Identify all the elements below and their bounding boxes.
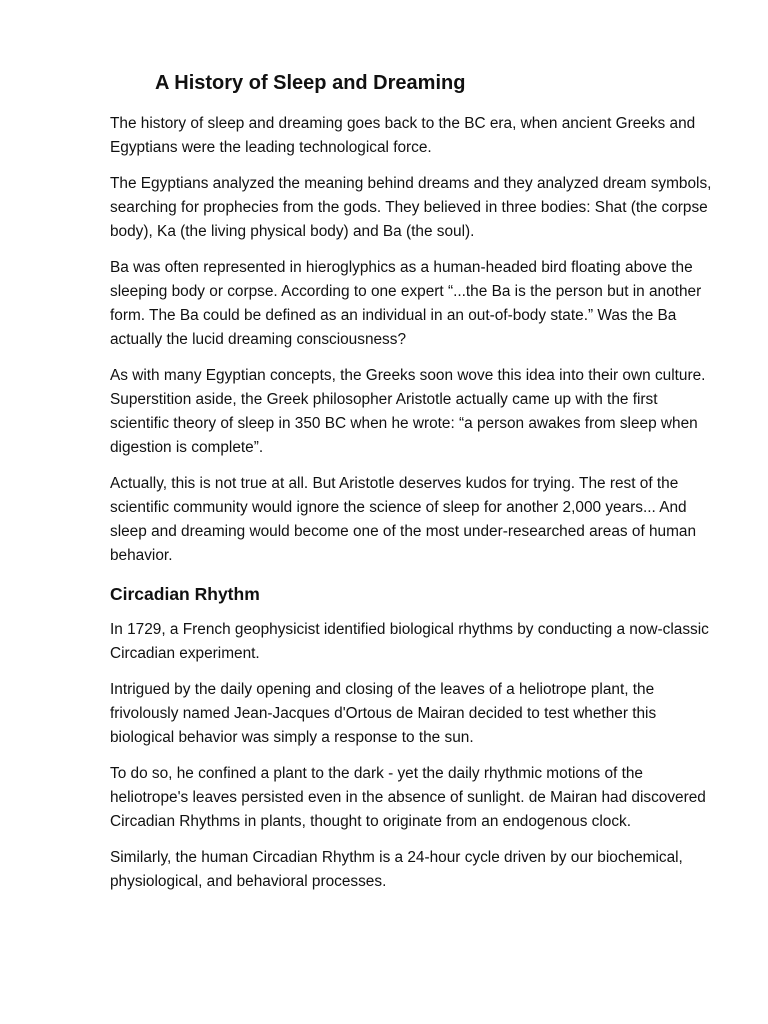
- paragraph-heliotrope-plant: Intrigued by the daily opening and closing of the leaves of a heliotrope plant, the frivolously named Jean-Jacques d'Ortous de Mairan decided to test whether this biological behavior was simply a response to the sun.: [110, 681, 657, 746]
- paragraph-human-rhythm: Similarly, the human Circadian Rhythm is a 24-hour cycle driven by our biochemical, physiological, and behavioral processes.: [110, 849, 683, 890]
- paragraph-egyptians-dreams: The Egyptians analyzed the meaning behind dreams and they analyzed dream symbols, searching for prophecies from the gods. They believed in three bodies: Shat (the corpse body), Ka (the living physical body) and Ba (the soul).: [110, 175, 712, 240]
- paragraph-sleep-science: Actually, this is not true at all. But Aristotle deserves kudos for trying. The rest of the scientific community would ignore the science of sleep for another 2,000 years... And sleep and dreaming would become one of the most under-researched areas of human behavior.: [110, 475, 697, 564]
- paragraph-ba-hieroglyphics: Ba was often represented in hieroglyphics as a human-headed bird floating above the sleeping body or corpse. According to one expert “...the Ba is the person but in another form. The Ba could be defined as an individual in an out-of-body state.” Was the Ba actually the lucid dreaming consciousness?: [110, 259, 702, 348]
- section-heading-circadian-rhythm: Circadian Rhythm: [110, 584, 260, 604]
- paragraph-aristotle-theory: As with many Egyptian concepts, the Greeks soon wove this idea into their own culture. Superstition aside, the Greek philosopher Aristotle actually came up with the first scientific theory of sleep in 350 BC when he wrote: “a person awakes from sleep when digestion is complete”.: [110, 367, 706, 456]
- document-body: [110, 68, 715, 906]
- document-title: A History of Sleep and Dreaming: [155, 72, 466, 94]
- paragraph-dark-experiment: To do so, he confined a plant to the dark - yet the daily rhythmic motions of the heliotrope's leaves persisted even in the absence of sunlight. de Mairan had discovered Circadian Rhythms in plants, thought to originate from an endogenous clock.: [110, 765, 706, 830]
- paragraph-1729-experiment: In 1729, a French geophysicist identified biological rhythms by conducting a now-classic Circadian experiment.: [110, 621, 709, 662]
- paragraph-bc-era: The history of sleep and dreaming goes back to the BC era, when ancient Greeks and Egyptians were the leading technological force.: [110, 115, 696, 156]
